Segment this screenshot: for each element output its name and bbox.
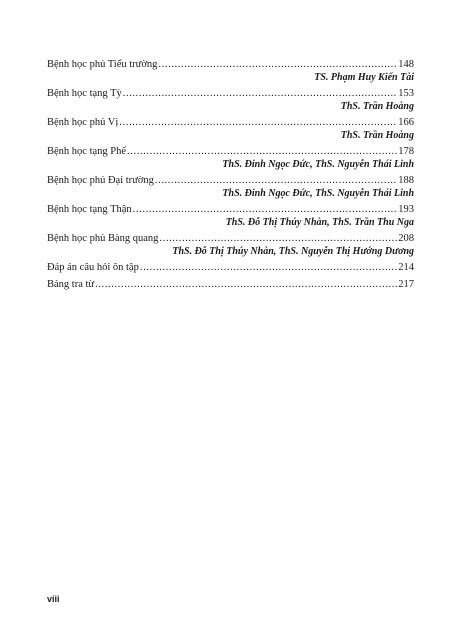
- dot-leader: [158, 58, 397, 71]
- toc-page-number: 153: [398, 88, 414, 99]
- toc-page-number: 148: [398, 59, 414, 70]
- dot-leader: [140, 261, 397, 274]
- toc-entry[interactable]: [47, 203, 414, 216]
- toc-entry-title: Bảng tra từ: [47, 279, 95, 290]
- toc-entry-title: Bệnh học phủ Bàng quang: [47, 233, 159, 244]
- toc-entry-author: ThS. Đỗ Thị Thúy Nhàn, ThS. Nguyễn Thị Hướng Dương: [172, 246, 414, 257]
- toc-entry-author: ThS. Trần Hoàng: [340, 101, 414, 112]
- table-of-contents: [47, 58, 414, 291]
- dot-leader: [119, 116, 397, 129]
- toc-entry-author: ThS. Trần Hoàng: [340, 130, 414, 141]
- toc-page-number: 193: [398, 204, 414, 215]
- toc-entry-author: ThS. Đinh Ngọc Đức, ThS. Nguyễn Thái Linh: [222, 188, 414, 199]
- dot-leader: [159, 232, 397, 245]
- toc-entry-title: Bệnh học phủ Tiểu trường: [47, 59, 158, 70]
- toc-entry[interactable]: [47, 116, 414, 129]
- toc-entry-title: Bệnh học tạng Phế: [47, 146, 127, 157]
- toc-entry-author: ThS. Đinh Ngọc Đức, ThS. Nguyễn Thái Linh: [222, 159, 414, 170]
- toc-page-number: 178: [398, 146, 414, 157]
- toc-entry[interactable]: [47, 174, 414, 187]
- toc-entry[interactable]: [47, 278, 414, 291]
- toc-entry-title: Bệnh học tạng Tỳ: [47, 88, 122, 99]
- toc-entry[interactable]: [47, 145, 414, 158]
- toc-entry-author: ThS. Đỗ Thị Thúy Nhàn, ThS. Trần Thu Nga: [225, 217, 414, 228]
- toc-entry-title: Đáp án câu hỏi ôn tập: [47, 262, 139, 273]
- toc-entry-title: Bệnh học phủ Vị: [47, 117, 119, 128]
- toc-page-number: 217: [398, 279, 414, 290]
- dot-leader: [95, 278, 397, 291]
- toc-page-number: 166: [398, 117, 414, 128]
- page-footer-number: viii: [47, 594, 60, 604]
- toc-page-number: 214: [398, 262, 414, 273]
- dot-leader: [133, 203, 398, 216]
- dot-leader: [127, 145, 397, 158]
- toc-entry-author: TS. Phạm Huy Kiến Tài: [314, 72, 414, 83]
- toc-entry[interactable]: [47, 232, 414, 245]
- toc-entry[interactable]: [47, 261, 414, 274]
- dot-leader: [155, 174, 397, 187]
- toc-entry[interactable]: [47, 87, 414, 100]
- toc-entry-title: Bệnh học tạng Thận: [47, 204, 132, 215]
- toc-page-number: 208: [398, 233, 414, 244]
- toc-entry[interactable]: [47, 58, 414, 71]
- toc-entry-title: Bệnh học phủ Đại trường: [47, 175, 154, 186]
- toc-page-number: 188: [398, 175, 414, 186]
- dot-leader: [123, 87, 397, 100]
